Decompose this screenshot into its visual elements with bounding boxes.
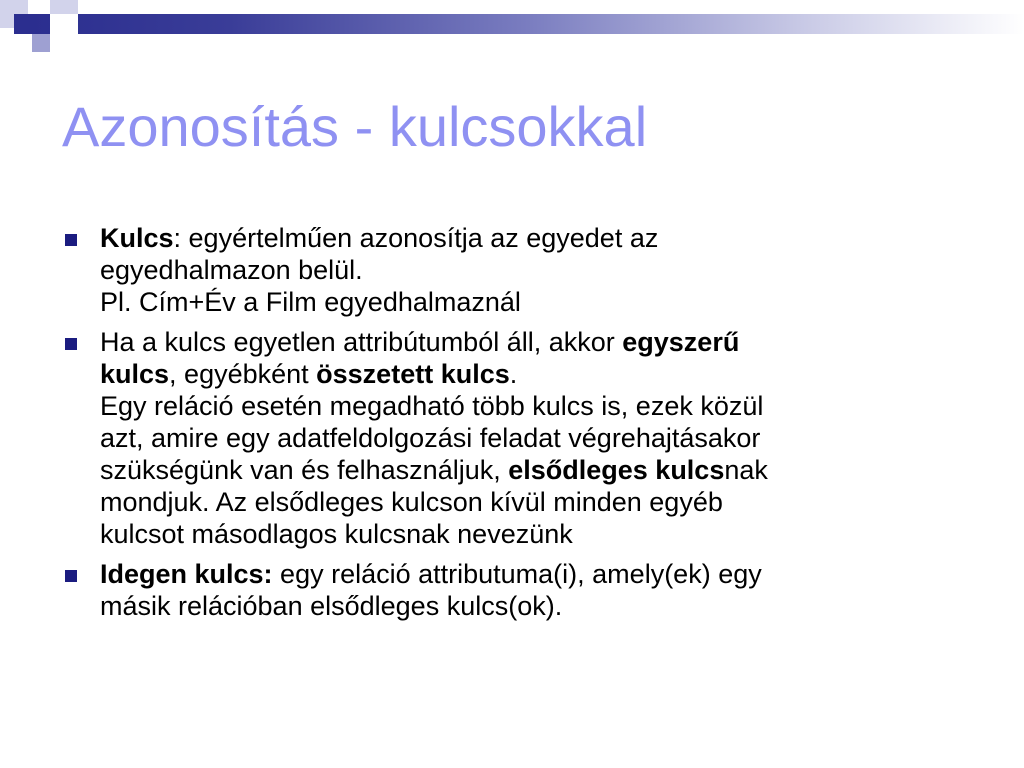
- text-run: Ha a kulcs egyetlen attribútumból áll, akkor: [100, 327, 623, 357]
- text-run: .: [509, 359, 518, 389]
- bullet-line: [100, 222, 962, 254]
- bold-term: Idegen kulcs:: [100, 559, 273, 589]
- bold-term: összetett kulcs: [316, 359, 510, 389]
- square-bullet-icon: [65, 338, 77, 350]
- bullet-item: [62, 222, 962, 318]
- bullet-line: [100, 286, 962, 318]
- text-run: : egyértelműen azonosítja az egyedet az: [173, 223, 659, 253]
- bullet-line: [100, 590, 962, 622]
- bullet-line: [100, 326, 962, 358]
- bullet-line: [100, 254, 962, 286]
- text-run: azt, amire egy adatfeldolgozási feladat végrehajtásakor: [100, 423, 761, 453]
- decor-square: [14, 34, 32, 48]
- decor-square: [32, 0, 50, 14]
- bullet-item: [62, 326, 962, 550]
- bullet-line: [100, 518, 962, 550]
- bullet-line: [100, 558, 962, 590]
- bold-term: Kulcs: [100, 223, 174, 253]
- bullet-line: [100, 390, 962, 422]
- header-gradient-band: [32, 14, 1024, 34]
- text-run: egyedhalmazon belül.: [100, 255, 363, 285]
- square-bullet-icon: [65, 570, 77, 582]
- bullet-line: [100, 422, 962, 454]
- text-run: Pl. Cím+Év a Film egyedhalmaznál: [100, 287, 521, 317]
- bold-term: kulcs: [100, 359, 170, 389]
- bullet-item: [62, 558, 962, 622]
- text-run: Egy reláció esetén megadható több kulcs is, ezek közül: [100, 391, 764, 421]
- bullet-line: [100, 454, 962, 486]
- square-bullet-icon: [65, 234, 77, 246]
- text-run: nak: [724, 455, 768, 485]
- text-run: egy reláció attributuma(i), amely(ek) egy: [272, 559, 762, 589]
- text-run: mondjuk. Az elsődleges kulcson kívül minden egyéb: [100, 487, 723, 517]
- bullet-line: [100, 358, 962, 390]
- bullet-line: [100, 486, 962, 518]
- bold-term: elsődleges kulcs: [508, 455, 725, 485]
- decor-square: [50, 0, 78, 14]
- text-run: kulcsot másodlagos kulcsnak nevezünk: [100, 519, 573, 549]
- slide-title: Azonosítás - kulcsokkal: [62, 95, 648, 158]
- text-run: szükségünk van és felhasználjuk,: [100, 455, 509, 485]
- decor-square: [14, 14, 32, 34]
- text-run: másik relációban elsődleges kulcs(ok).: [100, 591, 563, 621]
- text-run: , egyébként: [169, 359, 317, 389]
- bold-term: egyszerű: [622, 327, 740, 357]
- decor-square: [32, 34, 50, 52]
- decor-square: [50, 14, 78, 34]
- bullet-list: [62, 222, 962, 630]
